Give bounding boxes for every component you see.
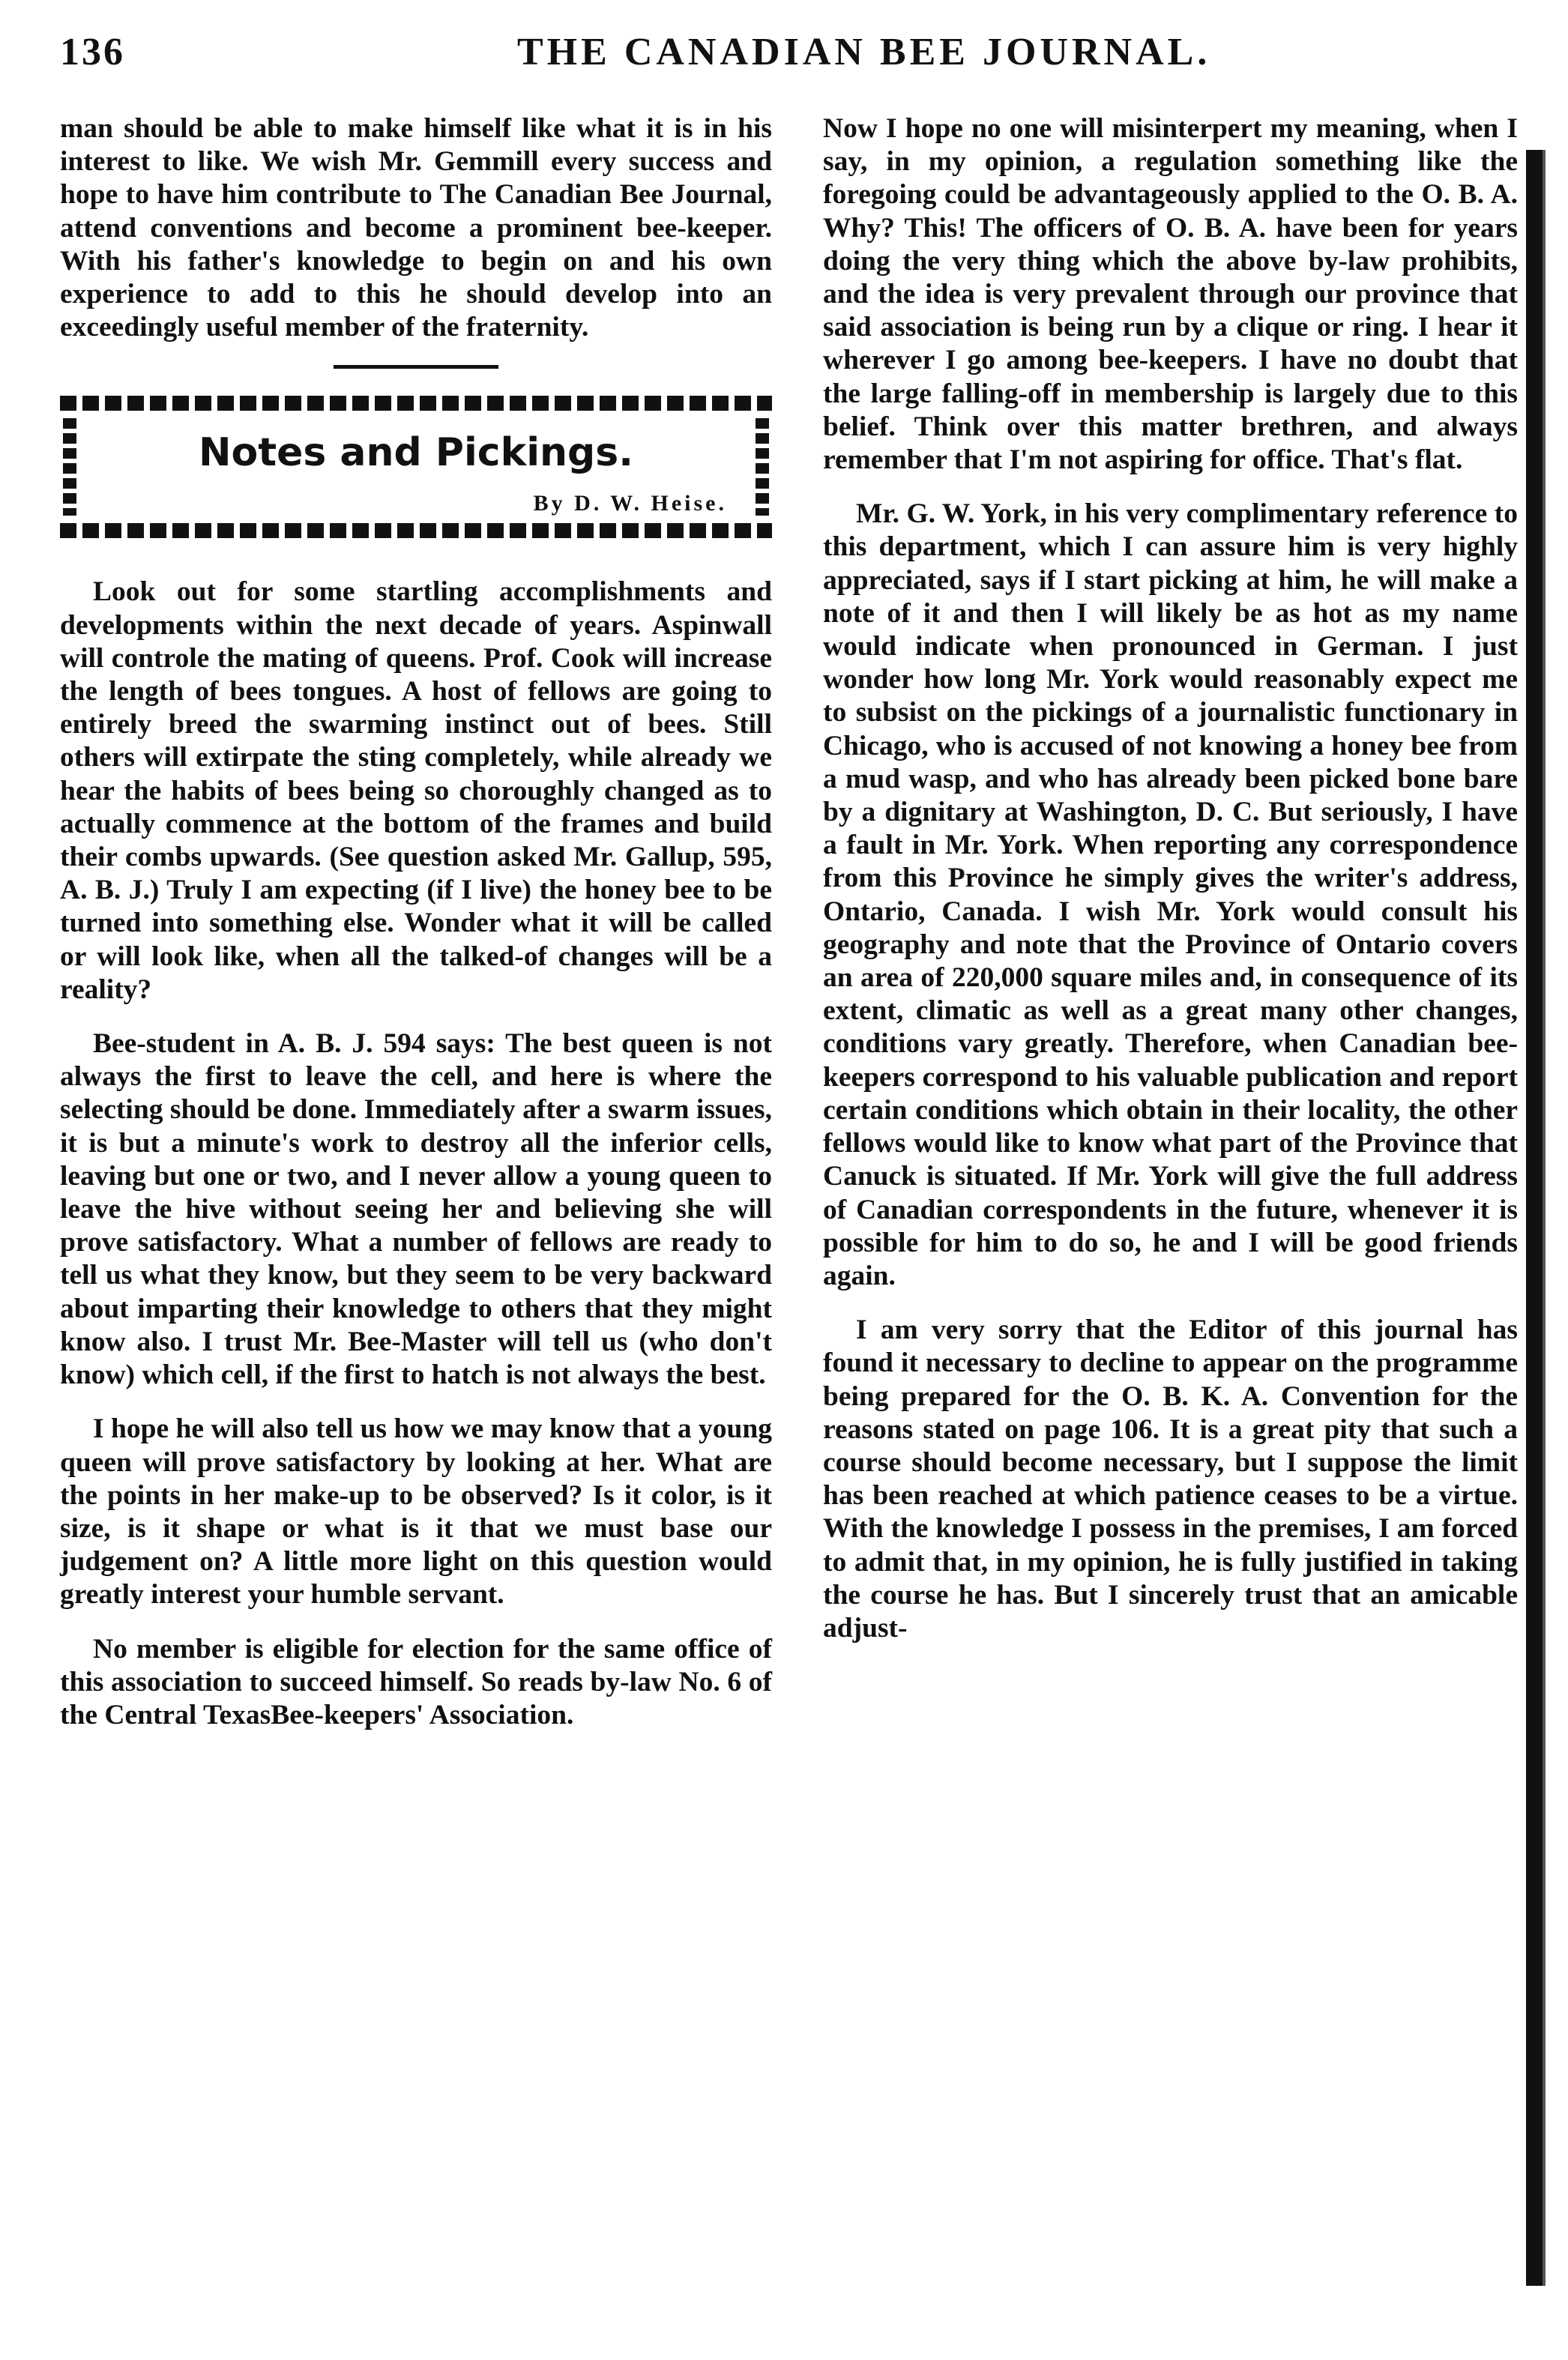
- right-column: [823, 112, 1518, 1666]
- ornament-border-top: [60, 396, 772, 411]
- continued-paragraph: man should be able to make himself like what it is in his interest to like. We wish Mr. Gemmill every success and hope to have him contribute to The Canadian Bee Journal, attend conventions and become a prominent bee-keeper. With his father's knowledge to begin on and his own experience to add to this he should develop into an exceedingly useful member of the fraternity.: [60, 113, 772, 343]
- article-paragraph: Mr. G. W. York, in his very complimentary reference to this department, which I can assure him is very highly appreciated, says if I start picking at him, he will make a note of it and then I will likely be as hot as my name would indicate when pronounced in German. I just wonder how long Mr. York would reasonably expect me to subsist on the pickings of a journalistic functionary in Chicago, who is accused of not knowing a honey bee from a mud wasp, and who has already been picked bone bare by a dignitary at Washington, D. C. But seriously, I have a fault in Mr. York. When reporting any correspondence from this Province he simply gives the writer's address, Ontario, Canada. I wish Mr. York would consult his geography and note that the Province of Ontario covers an area of 220,000 square miles and, in consequence of its extent, climatic as well as a great many other changes, conditions vary greatly. Therefore, when Canadian bee-keepers correspond to his valuable publication and report certain conditions which obtain in their locality, the other fellows would like to know what part of the Province that Canuck is situated. If Mr. York will give the full address of Canadian correspondents in the future, whenever it is possible for him to do so, he and I will be good friends again.: [823, 498, 1518, 1291]
- article-paragraph: Bee-student in A. B. J. 594 says: The best queen is not always the first to leave the cell, and here is where the selecting should be done. Immediately after a swarm issues, it is but a minute's work to destroy all the inferior cells, leaving but one or two, and I never allow a young queen to leave the hive without seeing her and believing she will prove satisfactory. What a number of fellows are ready to tell us what they know, but they seem to be very backward about imparting their knowledge to others that they might know also. I trust Mr. Bee-Master will tell us (who don't know) which cell, if the first to hatch is not always the best.: [60, 1028, 772, 1391]
- left-column: [60, 112, 772, 1753]
- article-paragraph: No member is eligible for election for the same office of this association to succeed himself. So reads by-law No. 6 of the Central TexasBee-keepers' Association.: [60, 1633, 772, 1730]
- page-edge-shadow: [1526, 150, 1543, 2286]
- page-edge-line: [1543, 150, 1546, 2286]
- section-rule: [334, 365, 498, 369]
- article-paragraph: I am very sorry that the Editor of this journal has found it necessary to decline to appear on the programme being prepared for the O. B. K. A. Convention for the reasons stated on page 106. It is a great pity that such a course should become necessary, but I suppose the limit has been reached at which patience ceases to be a virtue. With the knowledge I possess in the premises, I am forced to admit that, in my opinion, he is fully justified in taking the course he has. But I sincerely trust that an amicable adjust-: [823, 1315, 1518, 1644]
- department-heading-box: [60, 396, 772, 538]
- department-byline: By D. W. Heise.: [533, 491, 727, 516]
- department-title: Notes and Pickings.: [199, 430, 633, 476]
- journal-title: THE CANADIAN BEE JOURNAL.: [517, 31, 1211, 73]
- ornament-border-bottom: [60, 523, 772, 538]
- article-paragraph: Now I hope no one will misinterpert my meaning, when I say, in my opinion, a regulation something like the foregoing could be advantageously applied to the O. B. A. Why? This! The officers of O. B. A. have been for years doing the very thing which the above by-law prohibits, and the idea is very prevalent through our province that said association is being run by a clique or ring. I hear it wherever I go among bee-keepers. I have no doubt that the large falling-off in membership is largely due to this belief. Think over this matter brethren, and always remember that I'm not aspiring for office. That's flat.: [823, 113, 1518, 476]
- page-number: 136: [60, 31, 125, 73]
- article-paragraph: I hope he will also tell us how we may know that a young queen will prove satisfactory by looking at her. What are the points in her make-up to be observed? Is it color, is it size, is it shape or what is it that we must base our judgement on? A little more light on this question would greatly interest your humble servant.: [60, 1413, 772, 1611]
- running-head: [60, 30, 1499, 82]
- article-paragraph: Look out for some startling accomplishments and developments within the next decade of years. Aspinwall will controle the mating of queens. Prof. Cook will increase the length of bees tongues. A host of fellows are going to entirely breed the swarming instinct out of bees. Still others will extirpate the sting completely, while already we hear the habits of bees being so choroughly changed as to actually commence at the bottom of the frames and build their combs upwards. (See question asked Mr. Gallup, 595, A. B. J.) Truly I am expecting (if I live) the honey bee to be turned into something else. Wonder what it will be called or will look like, when all the talked-of changes will be a reality?: [60, 576, 772, 1005]
